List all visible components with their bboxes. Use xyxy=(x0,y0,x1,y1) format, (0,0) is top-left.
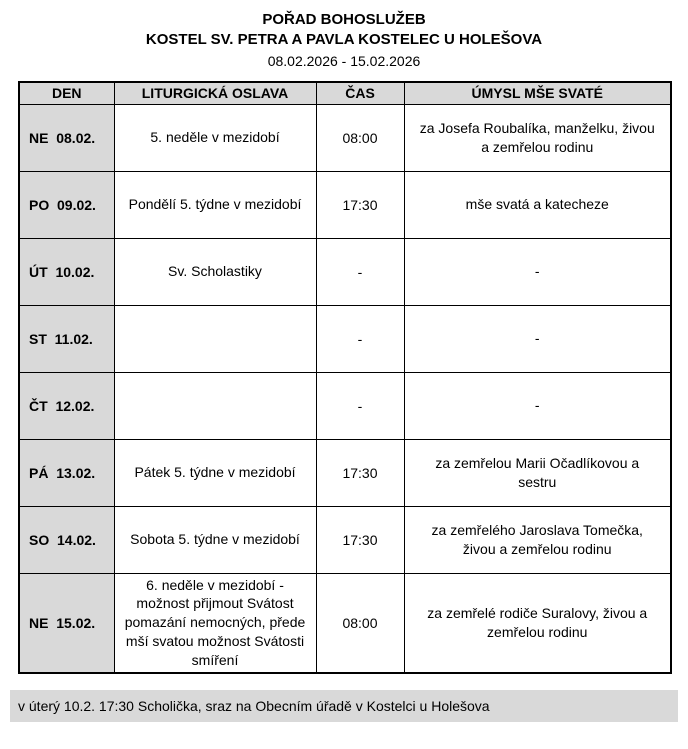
table-row xyxy=(19,439,671,506)
intention-cell: - xyxy=(404,305,671,372)
page-title: POŘAD BOHOSLUŽEB xyxy=(262,11,426,28)
celebration-cell: Pondělí 5. týdne v mezidobí xyxy=(114,171,316,238)
day-cell: NE 15.02. xyxy=(19,573,114,673)
day-cell: ÚT 10.02. xyxy=(19,238,114,305)
table-row xyxy=(19,171,671,238)
day-cell: ČT 12.02. xyxy=(19,372,114,439)
intention-cell: - xyxy=(404,372,671,439)
celebration-cell: Pátek 5. týdne v mezidobí xyxy=(114,439,316,506)
table-row xyxy=(19,372,671,439)
col-header-cas: ČAS xyxy=(316,82,404,104)
celebration-cell: 6. neděle v mezidobí - možnost přijmout Svátost pomazání nemocných, přede mší svatou možnost Svátosti smíření xyxy=(114,573,316,673)
celebration-cell: 5. neděle v mezidobí xyxy=(114,104,316,171)
day-cell: PO 09.02. xyxy=(19,171,114,238)
table-row xyxy=(19,305,671,372)
footer-note: v úterý 10.2. 17:30 Scholička, sraz na Obecním úřadě v Kostelci u Holešova xyxy=(18,698,490,714)
intention-cell: - xyxy=(404,238,671,305)
table-row xyxy=(19,573,671,673)
time-cell: 08:00 xyxy=(316,573,404,673)
day-cell: SO 14.02. xyxy=(19,506,114,573)
day-cell: ST 11.02. xyxy=(19,305,114,372)
table-row xyxy=(19,238,671,305)
intention-cell: mše svatá a katecheze xyxy=(404,171,671,238)
table-row xyxy=(19,104,671,171)
time-cell: 17:30 xyxy=(316,171,404,238)
page-subtitle: KOSTEL SV. PETRA A PAVLA KOSTELEC U HOLEŠOVA xyxy=(145,31,543,48)
celebration-cell: Sobota 5. týdne v mezidobí xyxy=(114,506,316,573)
time-cell: 17:30 xyxy=(316,439,404,506)
time-cell: - xyxy=(316,372,404,439)
footer-note-bar xyxy=(10,690,678,722)
col-header-liturgicka-oslava: LITURGICKÁ OSLAVA xyxy=(114,82,316,104)
intention-cell: za zemřelé rodiče Suralovy, živou a zemřelou rodinu xyxy=(404,573,671,673)
time-cell: - xyxy=(316,305,404,372)
time-cell: 08:00 xyxy=(316,104,404,171)
table-row xyxy=(19,506,671,573)
col-header-den: DEN xyxy=(19,82,114,104)
intention-cell: za zemřelou Marii Očadlíkovou a sestru xyxy=(404,439,671,506)
intention-cell: za zemřelého Jaroslava Tomečka, živou a zemřelou rodinu xyxy=(404,506,671,573)
table-header-row xyxy=(19,82,671,104)
day-cell: NE 08.02. xyxy=(19,104,114,171)
day-cell: PÁ 13.02. xyxy=(19,439,114,506)
intention-cell: za Josefa Roubalíka, manželku, živou a zemřelou rodinu xyxy=(404,104,671,171)
celebration-cell xyxy=(114,305,316,372)
celebration-cell xyxy=(114,372,316,439)
time-cell: 17:30 xyxy=(316,506,404,573)
celebration-cell: Sv. Scholastiky xyxy=(114,238,316,305)
time-cell: - xyxy=(316,238,404,305)
date-range: 08.02.2026 - 15.02.2026 xyxy=(267,53,421,69)
title-block xyxy=(0,10,688,72)
col-header-umysl: ÚMYSL MŠE SVATÉ xyxy=(404,82,671,104)
schedule-table xyxy=(18,81,672,674)
